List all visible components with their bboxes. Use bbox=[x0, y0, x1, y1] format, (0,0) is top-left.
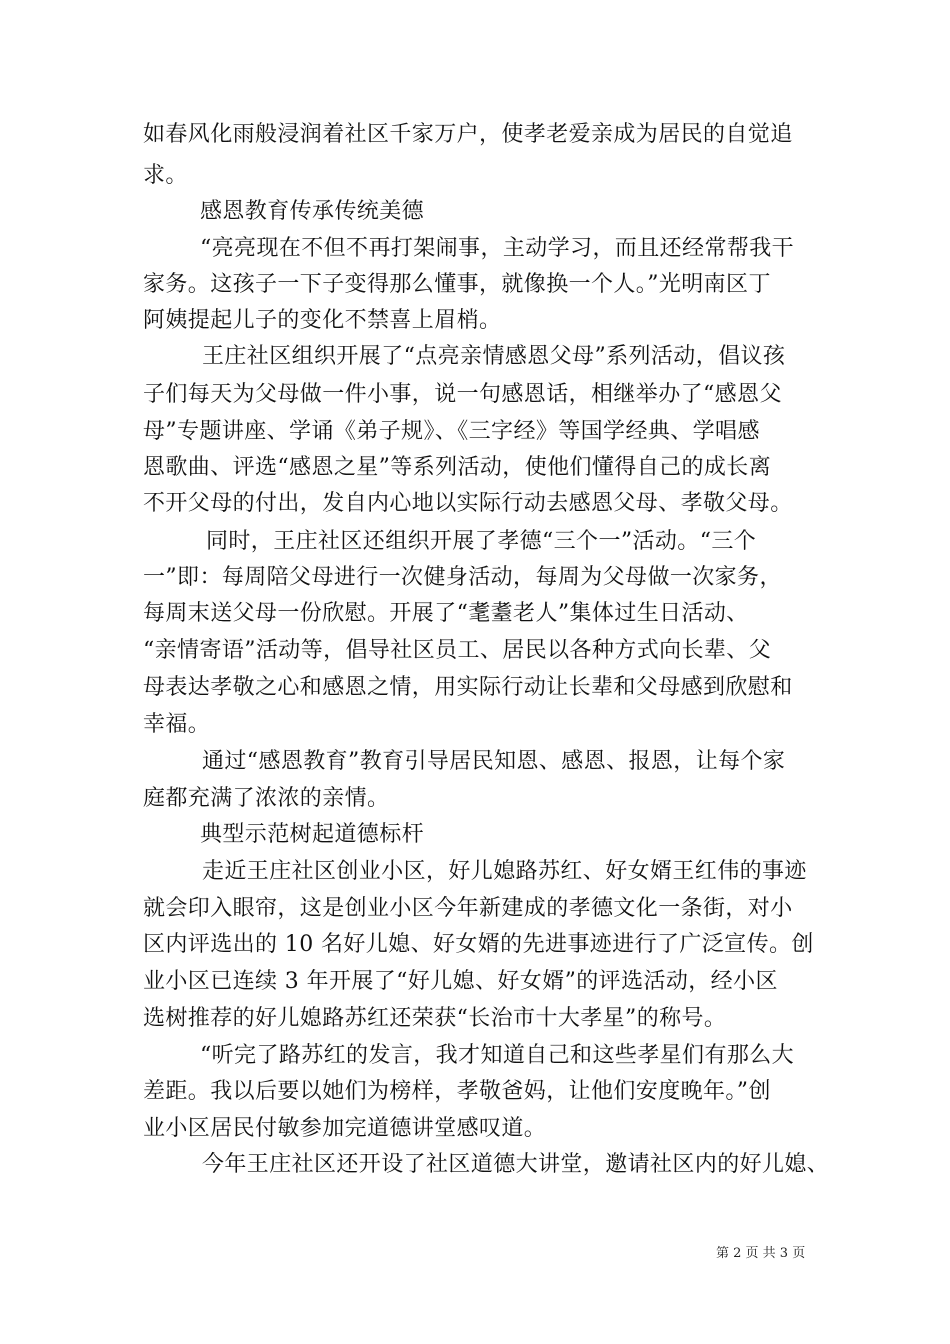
text-line: 母表达孝敬之心和感恩之情，用实际行动让长辈和父母感到欣慰和 bbox=[143, 675, 793, 700]
text-line: 不开父母的付出，发自内心地以实际行动去感恩父母、孝敬父母。 bbox=[143, 491, 793, 516]
text-line: 幸福。 bbox=[143, 712, 211, 737]
text-line: 子们每天为父母做一件小事，说一句感恩话，相继举办了“感恩父 bbox=[143, 382, 782, 407]
page-number: 第 2 页 共 3 页 bbox=[716, 1246, 806, 1261]
text-line: 走近王庄社区创业小区，好儿媳路苏红、好女婿王红伟的事迹 bbox=[202, 859, 807, 884]
text-line: 通过“感恩教育”教育引导居民知恩、感恩、报恩，让每个家 bbox=[202, 749, 786, 774]
text-line: 今年王庄社区还开设了社区道德大讲堂，邀请社区内的好儿媳、 bbox=[202, 1152, 830, 1177]
text-line: 母”专题讲座、学诵《弟子规》、《三字经》等国学经典、学唱感 bbox=[143, 419, 760, 444]
text-line: 如春风化雨般浸润着社区千家万户，使孝老爱亲成为居民的自觉追 bbox=[143, 122, 793, 147]
text-line: “亮亮现在不但不再打架闹事，主动学习，而且还经常帮我干 bbox=[200, 236, 795, 261]
text-line: 求。 bbox=[143, 163, 188, 188]
text-line: 一”即：每周陪父母进行一次健身活动，每周为父母做一次家务， bbox=[143, 565, 782, 590]
text-line: 差距。我以后要以她们为榜样，孝敬爸妈，让他们安度晚年。”创 bbox=[143, 1079, 771, 1104]
text-line: 就会印入眼帘，这是创业小区今年新建成的孝德文化一条街，对小 bbox=[143, 896, 793, 921]
section-heading: 典型示范树起道德标杆 bbox=[200, 822, 425, 847]
text-line: 业小区居民付敏参加完道德讲堂感叹道。 bbox=[143, 1116, 547, 1141]
text-line: 阿姨提起儿子的变化不禁喜上眉梢。 bbox=[143, 308, 502, 333]
text-line: 恩歌曲、评选“感恩之星”等系列活动，使他们懂得自己的成长离 bbox=[143, 455, 772, 480]
text-line: 区内评选出的 10 名好儿媳、好女婿的先进事迹进行了广泛宣传。创 bbox=[143, 932, 814, 957]
text-line: 业小区已连续 3 年开展了“好儿媳、好女婿”的评选活动，经小区 bbox=[143, 969, 778, 994]
text-line: 王庄社区组织开展了“点亮亲情感恩父母”系列活动，倡议孩 bbox=[202, 344, 786, 369]
section-heading: 感恩教育传承传统美德 bbox=[200, 199, 425, 224]
text-line: 每周末送父母一份欣慰。开展了“耄耋老人”集体过生日活动、 bbox=[143, 601, 749, 626]
text-line: 庭都充满了浓浓的亲情。 bbox=[143, 786, 390, 811]
text-line: 选树推荐的好儿媳路苏红还荣获“长治市十大孝星”的称号。 bbox=[143, 1006, 727, 1031]
text-line: “亲情寄语”活动等，倡导社区员工、居民以各种方式向长辈、父 bbox=[143, 638, 772, 663]
text-line: 家务。这孩子一下子变得那么懂事，就像换一个人。”光明南区丁 bbox=[143, 272, 771, 297]
text-line: 同时，王庄社区还组织开展了孝德“三个一”活动。“三个 bbox=[206, 529, 757, 554]
text-line: “听完了路苏红的发言，我才知道自己和这些孝星们有那么大 bbox=[200, 1043, 795, 1068]
